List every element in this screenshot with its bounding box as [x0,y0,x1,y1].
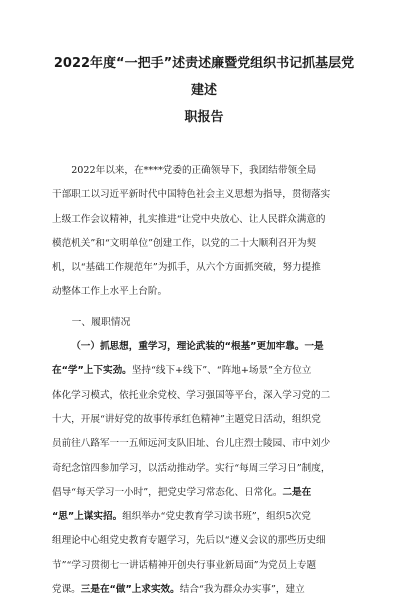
document-title [52,50,356,131]
emphasis-text: 在“学”上下实劲。 [52,365,132,377]
intro-line: 干部职工以习近平新时代中国特色社会主义思想为指导，贯彻落实 [52,189,331,201]
intro-line: 2022年以来，在****党委的正确领导下，我团结带领全局 [71,165,317,176]
emphasis-text: 三是在“做”上求实效。 [80,584,180,596]
title-line-1: 2022年度“一把手”述责述廉暨党组织书记抓基层党建述 [53,56,355,98]
body-line: 节”“学习贯彻七一讲话精神开创央行事业新局面”为党员上专题 [52,559,317,571]
subsection-heading: （一）抓思想，重学习，理论武装的“根基”更加牢靠。一是 [71,341,324,353]
body-line: 员前往八路军一一五师远河支队旧址、台儿庄烈士陵园、市中刘少 [52,438,331,450]
intro-paragraph [52,159,356,305]
body-text: 倡导“每天学习一小时”，把党史学习常态化、日常化。 [52,486,283,498]
body-line [52,359,356,383]
intro-line: 动整体工作上水平上台阶。 [52,286,168,298]
body-line: 奇纪念馆四参加学习，以活动推动学。实行“每周三学习日”制度， [52,462,331,474]
title-line-2: 职报告 [184,110,224,125]
body-text: 党课。 [52,584,81,596]
emphasis-text: 二是在 [282,486,312,498]
body-line [52,578,356,602]
intro-line: 上级工作会议精神，扎实推进“让党中央放心、让人民群众满意的 [52,213,326,225]
body-line: 组理论中心组党史教育专题学习，先后以“遵义会议的那些历史细 [52,535,326,547]
section-heading: 一、履职情况 [71,316,131,328]
body-line: 十大，开展“讲好党的故事传承红色精神”主题党日活动，组织党 [52,413,321,425]
intro-line: 模范机关”和“文明单位”创建工作，以党的二十大顺利召开为契 [52,237,317,249]
body-text: 结合“我为群众办实事”，建立 [179,584,305,596]
body-line: 体化学习模式，依托业余党校、学习强国等平台，深入学习党的二 [52,389,331,401]
body-line [52,505,356,529]
body-line [52,481,356,505]
body-paragraph [52,335,356,602]
emphasis-text: “思”上谋实招。 [52,511,123,523]
body-text: 坚持“线下+线下”、“阵地+场景”全方位立 [131,365,312,377]
body-text: 组织举办“党史教育学习读书班”，组织5次党 [122,511,311,523]
intro-line: 机，以“基础工作规范年”为抓手，从六个方面抓突破，努力提推 [52,262,321,274]
